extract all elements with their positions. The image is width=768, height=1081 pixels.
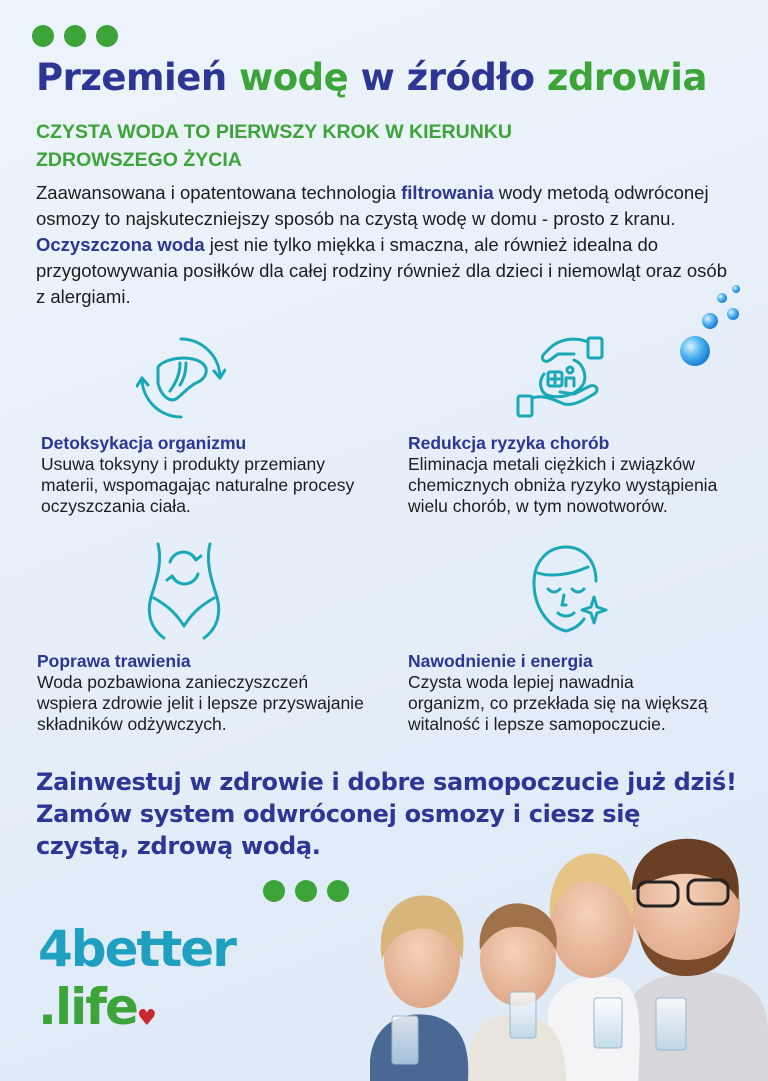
benefit-risk-reduction bbox=[408, 432, 728, 517]
subtitle-line: ZDROWSZEGO ŻYCIA bbox=[36, 149, 242, 171]
logo-line: .life bbox=[38, 978, 137, 1036]
cta-line: Zainwestuj w zdrowie i dobre samopoczucie już dziś! bbox=[36, 768, 737, 796]
subtitle-line: CZYSTA WODA TO PIERWSZY KROK W KIERUNKU bbox=[36, 121, 512, 143]
liver-cycle-icon bbox=[136, 333, 226, 423]
title-part: wodę bbox=[239, 56, 349, 99]
benefit-text: Usuwa toksyny i produkty przemiany materii, wspomagając naturalne procesy oczyszczania ciała. bbox=[41, 454, 355, 516]
intro-text: Zaawansowana i opatentowana technologia bbox=[36, 182, 402, 203]
intro-highlight: filtrowania bbox=[401, 182, 494, 203]
cta-line: Zamów system odwróconej osmozy i ciesz się bbox=[36, 800, 641, 828]
intro-text: jest nie tylko miękka i smaczna, ale również idealna do przygotowywania posiłków dla całej rodziny również dla dzieci i niemowląt oraz osób z alergiami. bbox=[36, 234, 727, 307]
benefit-text: Woda pozbawiona zanieczyszczeń wspiera zdrowie jelit i lepsze przyswajanie składników odżywczych. bbox=[37, 672, 364, 734]
cta-line: czystą, zdrową wodą. bbox=[36, 832, 321, 860]
brand-logo[interactable] bbox=[38, 920, 235, 1036]
intro-highlight: Oczyszczona woda bbox=[36, 234, 205, 255]
glowing-face-icon bbox=[524, 543, 608, 643]
intro-text: wody metodą odwróconej osmozy to najskuteczniejszy sposób na czystą wodę w domu - prosto z kranu. bbox=[36, 182, 709, 229]
dot bbox=[263, 880, 285, 902]
dot bbox=[295, 880, 317, 902]
benefit-hydration bbox=[408, 650, 713, 735]
benefit-title: Redukcja ryzyka chorób bbox=[408, 433, 610, 453]
bottom-dots bbox=[263, 880, 349, 902]
benefit-digestion bbox=[37, 650, 372, 735]
water-bubbles-icon bbox=[670, 280, 750, 380]
subtitle bbox=[36, 118, 676, 174]
page-title bbox=[36, 56, 736, 99]
heart-icon: ♥ bbox=[136, 1006, 155, 1031]
body-digestion-icon bbox=[144, 540, 224, 640]
dot bbox=[32, 25, 54, 47]
health-care-hands-icon bbox=[514, 334, 606, 422]
dot bbox=[96, 25, 118, 47]
title-part: w źródło bbox=[348, 56, 547, 99]
intro-paragraph bbox=[36, 180, 736, 310]
title-part: zdrowia bbox=[546, 56, 707, 99]
benefit-title: Nawodnienie i energia bbox=[408, 651, 593, 671]
dot bbox=[64, 25, 86, 47]
benefit-title: Poprawa trawienia bbox=[37, 651, 191, 671]
dot bbox=[327, 880, 349, 902]
benefit-text: Czysta woda lepiej nawadnia organizm, co przekłada się na większą witalność i lepsze samopoczucie. bbox=[408, 672, 708, 734]
benefit-detox bbox=[41, 432, 371, 517]
top-dots bbox=[32, 25, 118, 47]
benefit-title: Detoksykacja organizmu bbox=[41, 433, 247, 453]
title-part: Przemień bbox=[36, 56, 240, 99]
benefit-text: Eliminacja metali ciężkich i związków chemicznych obniża ryzyko wystąpienia wielu chorób, w tym nowotworów. bbox=[408, 454, 718, 516]
logo-line: 4better bbox=[38, 920, 235, 978]
family-photo bbox=[370, 820, 768, 1081]
